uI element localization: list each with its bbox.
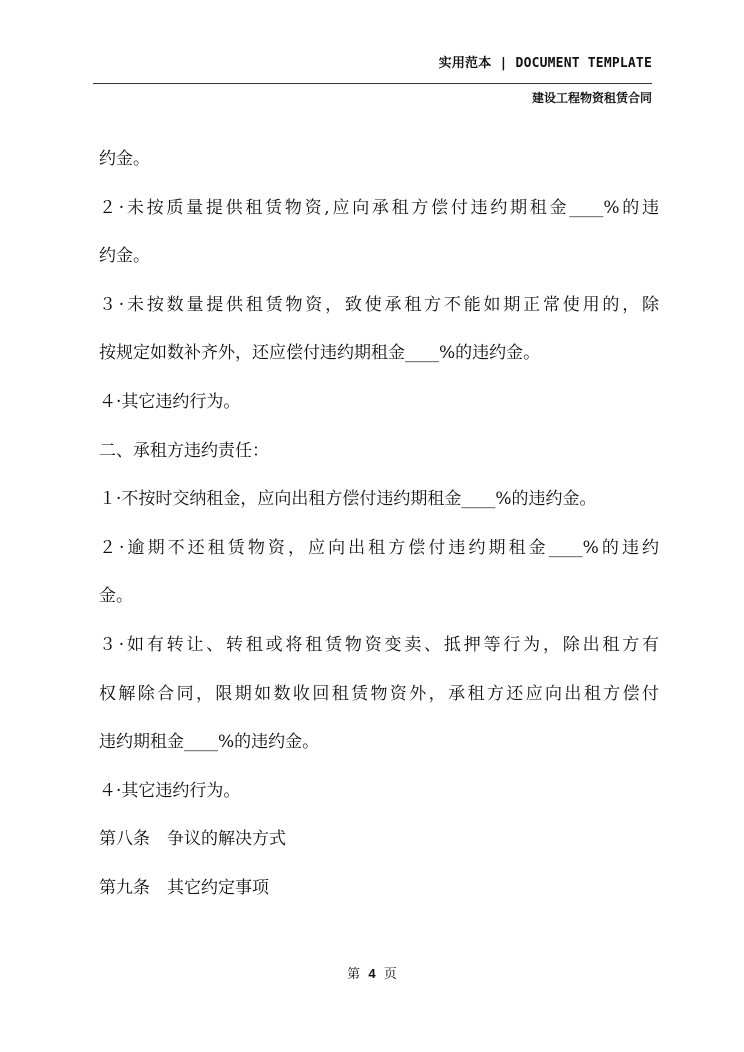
- body-line: 金。: [99, 586, 133, 607]
- body-line: 按规定如数补齐外，还应偿付违约期租金____%的违约金。: [99, 343, 541, 364]
- footer-suffix: 页: [383, 967, 397, 982]
- document-template-header: 实用范本 | DOCUMENT TEMPLATE: [438, 56, 652, 71]
- body-line: １·不按时交纳租金，应向出租方偿付违约期租金____%的违约金。: [99, 489, 597, 510]
- article-heading: 第九条 其它约定事项: [99, 877, 269, 898]
- body-line: ３·如有转让、转租或将租赁物资变卖、抵押等行为，除出租方有: [99, 634, 659, 655]
- article-heading: 第八条 争议的解决方式: [99, 829, 286, 850]
- body-line: ２·未按质量提供租赁物资,应向承租方偿付违约期租金____%的违: [99, 197, 659, 218]
- page-footer: [0, 963, 744, 982]
- body-line: ４·其它违约行为。: [99, 391, 241, 412]
- body-line: ２·逾期不还租赁物资，应向出租方偿付违约期租金____%的违约: [99, 537, 659, 558]
- body-line: ４·其它违约行为。: [99, 780, 241, 801]
- body-line: 违约期租金____%的违约金。: [99, 732, 320, 753]
- section-heading: 二、承租方违约责任：: [99, 440, 269, 461]
- contract-title: 建设工程物资租赁合同: [531, 91, 652, 105]
- body-line: 约金。: [99, 246, 150, 267]
- footer-prefix: 第: [347, 967, 361, 982]
- page-number: 4: [368, 966, 376, 981]
- body-line: ３·未按数量提供租赁物资，致使承租方不能如期正常使用的，除: [99, 294, 659, 315]
- header-divider: [93, 83, 652, 84]
- body-line: 约金。: [99, 149, 150, 169]
- contract-body: [99, 135, 659, 913]
- body-line: 权解除合同，限期如数收回租赁物资外，承租方还应向出租方偿付: [99, 683, 659, 704]
